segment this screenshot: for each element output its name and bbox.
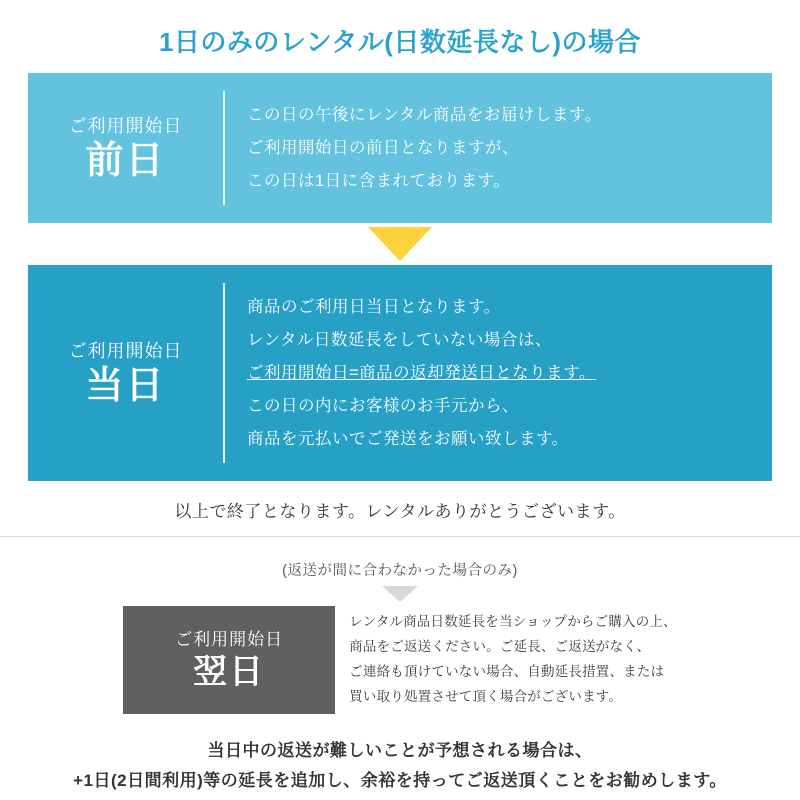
day-label-small: ご利用開始日 <box>68 115 183 136</box>
text-line: ご利用開始日の前日となりますが、 <box>247 138 519 157</box>
text-line: この日の内にお客様のお手元から、 <box>247 396 519 415</box>
text-line: この日は1日に含まれております。 <box>247 171 511 190</box>
day-label-small: ご利用開始日 <box>68 340 183 361</box>
arrow-down-icon <box>368 227 432 261</box>
text-line: 商品のご利用日当日となります。 <box>247 297 501 316</box>
block-next-day-row <box>0 606 800 714</box>
arrow-down-yellow-wrap <box>0 223 800 265</box>
block-same-day <box>28 265 772 481</box>
bottom-message <box>0 714 800 796</box>
text-line: レンタル商品日数延長を当ショップからご購入の上、 <box>349 614 677 630</box>
arrow-down-icon <box>382 586 418 602</box>
day-label-previous <box>28 113 223 184</box>
block-text-previous <box>225 99 602 198</box>
page-title: 1日のみのレンタル(日数延長なし)の場合 <box>158 27 642 57</box>
bottom-message-line: 当日中の返送が難しいことが予想される場合は、 <box>207 741 593 760</box>
text-line-underlined: ご利用開始日=商品の返却発送日となります。 <box>247 363 596 382</box>
text-line: 商品をご返送ください。ご延長、ご返送がなく、 <box>349 639 651 655</box>
closing-note: 以上で終了となります。レンタルありがとうございます。 <box>174 502 626 521</box>
block-next-day <box>123 606 677 714</box>
bottom-message-line: +1日(2日間利用)等の延長を追加し、余裕を持ってご返送頂くことをお勧めします。 <box>73 770 727 790</box>
lower-sub-note: (返送が間に合わなかった場合のみ) <box>282 563 518 579</box>
text-line: 買い取り処置させて頂く場合がございます。 <box>349 688 623 704</box>
day-label-big: 前日 <box>85 139 166 182</box>
day-label-big: 翌日 <box>193 652 266 691</box>
day-label-same <box>28 338 223 409</box>
text-line: 商品を元払いでご発送をお願い致します。 <box>247 429 569 448</box>
day-label-next <box>123 606 335 714</box>
block-text-next <box>335 610 677 710</box>
day-label-small: ご利用開始日 <box>175 629 284 649</box>
day-label-big: 当日 <box>85 364 166 407</box>
text-line: ご連絡も頂けていない場合、自動延長措置、または <box>349 664 665 679</box>
block-text-same <box>225 291 596 456</box>
text-line: この日の午後にレンタル商品をお届けします。 <box>247 105 602 124</box>
text-line: レンタル日数延長をしていない場合は、 <box>247 330 552 349</box>
block-previous-day <box>28 73 772 223</box>
arrow-down-gray-wrap <box>0 586 800 606</box>
